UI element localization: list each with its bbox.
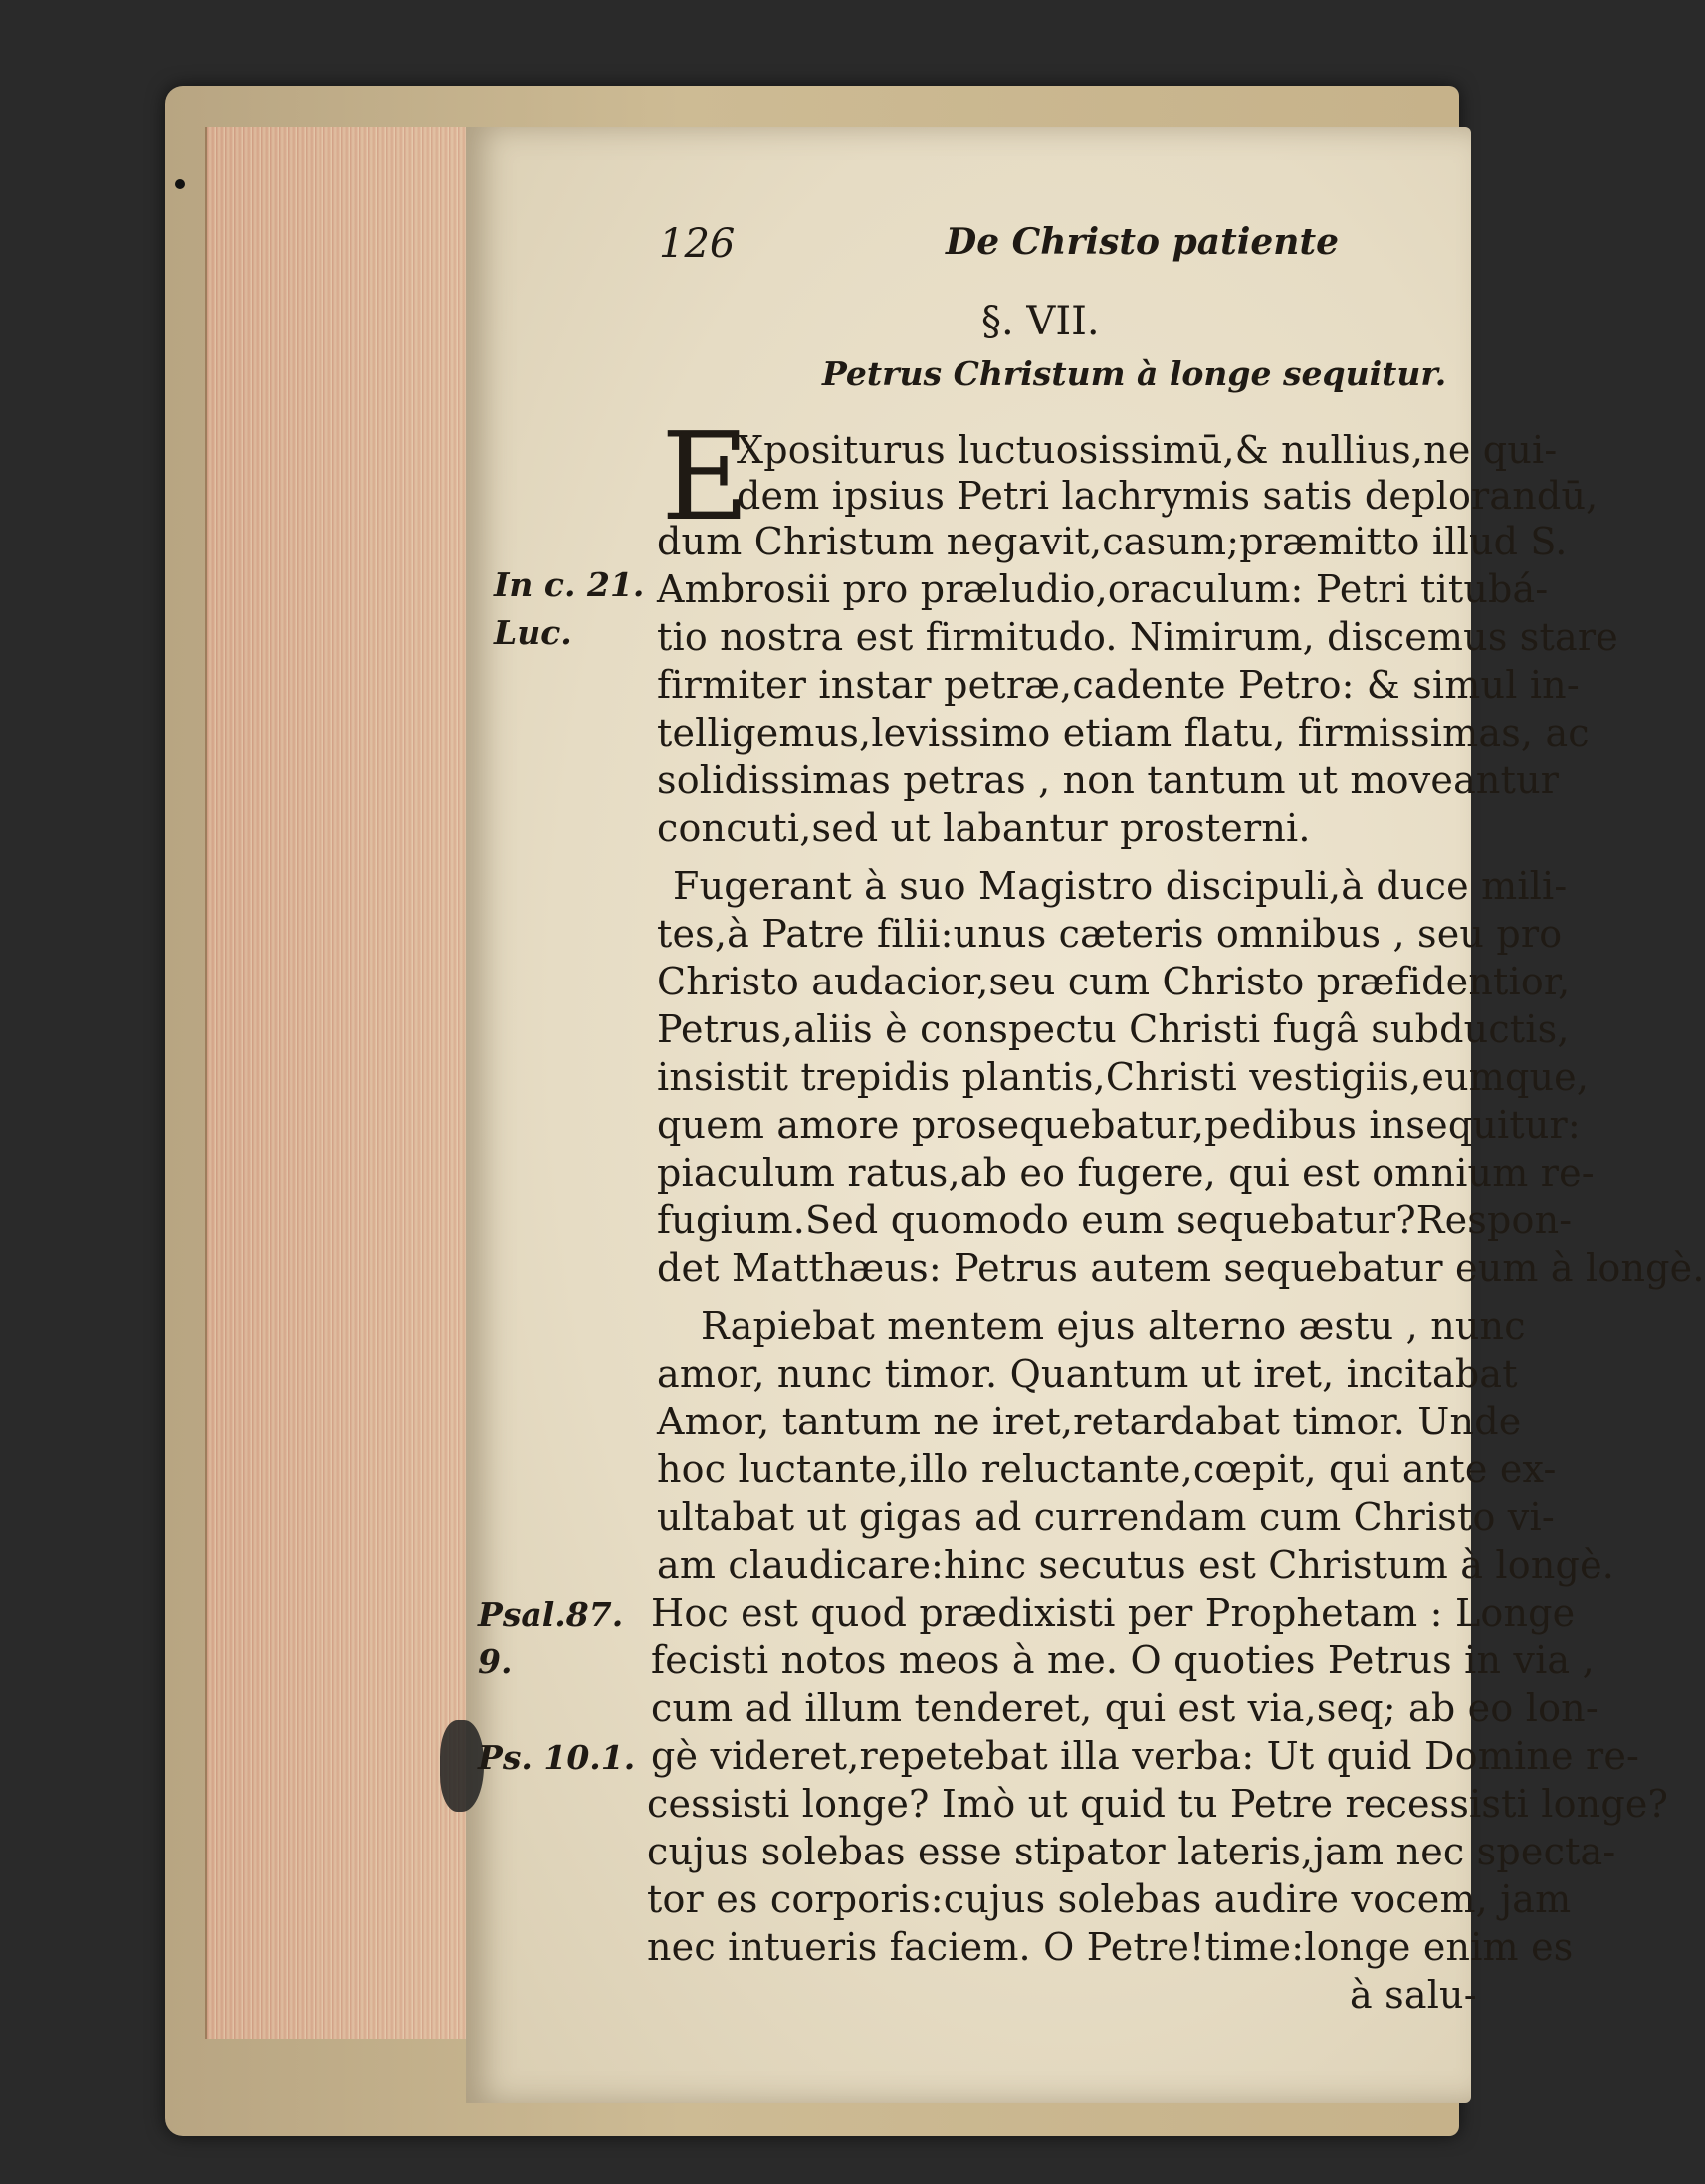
- text-line: Petrus,aliis è conspectu Christi fugâ subductis,: [657, 1007, 1570, 1051]
- section-number: §. VII.: [981, 299, 1100, 344]
- text-line: cessisti longe? Imò ut quid tu Petre recessisti longe?: [647, 1782, 1669, 1826]
- text-line: telligemus,levissimo etiam flatu, firmissimas, ac: [657, 711, 1590, 755]
- text-line: gè videret,repetebat illa verba: Ut quid Domine re-: [651, 1734, 1640, 1778]
- text-line: tes,à Patre filii:unus cæteris omnibus , seu pro: [657, 912, 1563, 956]
- text-line: dem ipsius Petri lachrymis satis deplorandū,: [737, 474, 1598, 518]
- text-line: fecisti notos meos à me. O quoties Petrus in via ,: [651, 1638, 1595, 1682]
- text-line: Hoc est quod prædixisti per Prophetam : Longe: [651, 1591, 1576, 1635]
- text-line: Fugerant à suo Magistro discipuli,à duce mili-: [673, 864, 1568, 908]
- text-line: Xpositurus luctuosissimū,& nullius,ne qui-: [737, 428, 1558, 472]
- text-line: dum Christum negavit,casum;præmitto illud S.: [657, 520, 1568, 563]
- marginal-note: In c. 21.: [494, 565, 645, 604]
- text-line: firmiter instar petræ,cadente Petro: & simul in-: [657, 663, 1580, 707]
- text-line: Ambrosii pro præludio,oraculum: Petri titubá-: [657, 567, 1549, 611]
- marginal-note: Psal.87.: [478, 1595, 624, 1634]
- section-title: Petrus Christum à longe sequitur.: [822, 354, 1447, 393]
- text-line: am claudicare:hinc secutus est Christum à longè.: [657, 1543, 1615, 1587]
- margin-mark: [175, 179, 185, 189]
- text-line: fugium.Sed quomodo eum sequebatur?Respon-: [657, 1199, 1573, 1242]
- text-line: amor, nunc timor. Quantum ut iret, incitabat: [657, 1352, 1518, 1396]
- text-line: tio nostra est firmitudo. Nimirum, discemus stare: [657, 615, 1618, 659]
- page-edges: [205, 127, 468, 2039]
- text-line: Rapiebat mentem ejus alterno æstu , nunc: [701, 1304, 1526, 1348]
- page-number: 126: [659, 221, 736, 267]
- text-line: insistit trepidis plantis,Christi vestigiis,eumque,: [657, 1055, 1590, 1099]
- text-line: solidissimas petras , non tantum ut moveantur: [657, 759, 1560, 802]
- text-line: nec intueris faciem. O Petre!time:longe enim es: [647, 1925, 1574, 1969]
- catchword: à salu-: [1350, 1973, 1477, 2017]
- text-line: Amor, tantum ne iret,retardabat timor. Unde: [657, 1400, 1522, 1443]
- marginal-note: Luc.: [494, 613, 572, 652]
- text-line: det Matthæus: Petrus autem sequebatur eum à longè.: [657, 1246, 1705, 1290]
- text-line: piaculum ratus,ab eo fugere, qui est omnium re-: [657, 1151, 1595, 1195]
- running-head: De Christo patiente: [946, 221, 1339, 263]
- drop-cap: E: [661, 406, 750, 547]
- text-line: quem amore prosequebatur,pedibus insequitur:: [657, 1103, 1581, 1147]
- marginal-note: Ps. 10.1.: [478, 1738, 636, 1777]
- text-line: ultabat ut gigas ad currendam cum Christo vi-: [657, 1495, 1555, 1539]
- text-line: Christo audacior,seu cum Christo præfidentior,: [657, 960, 1571, 1003]
- text-line: hoc luctante,illo reluctante,cœpit, qui ante ex-: [657, 1447, 1557, 1491]
- text-line: cujus solebas esse stipator lateris,jam nec specta-: [647, 1830, 1616, 1873]
- text-line: tor es corporis:cujus solebas audire vocem, jam: [647, 1877, 1572, 1921]
- marginal-note: 9.: [478, 1642, 513, 1681]
- text-line: cum ad illum tenderet, qui est via,seq; ab eo lon-: [651, 1686, 1598, 1730]
- text-line: concuti,sed ut labantur prosterni.: [657, 806, 1311, 850]
